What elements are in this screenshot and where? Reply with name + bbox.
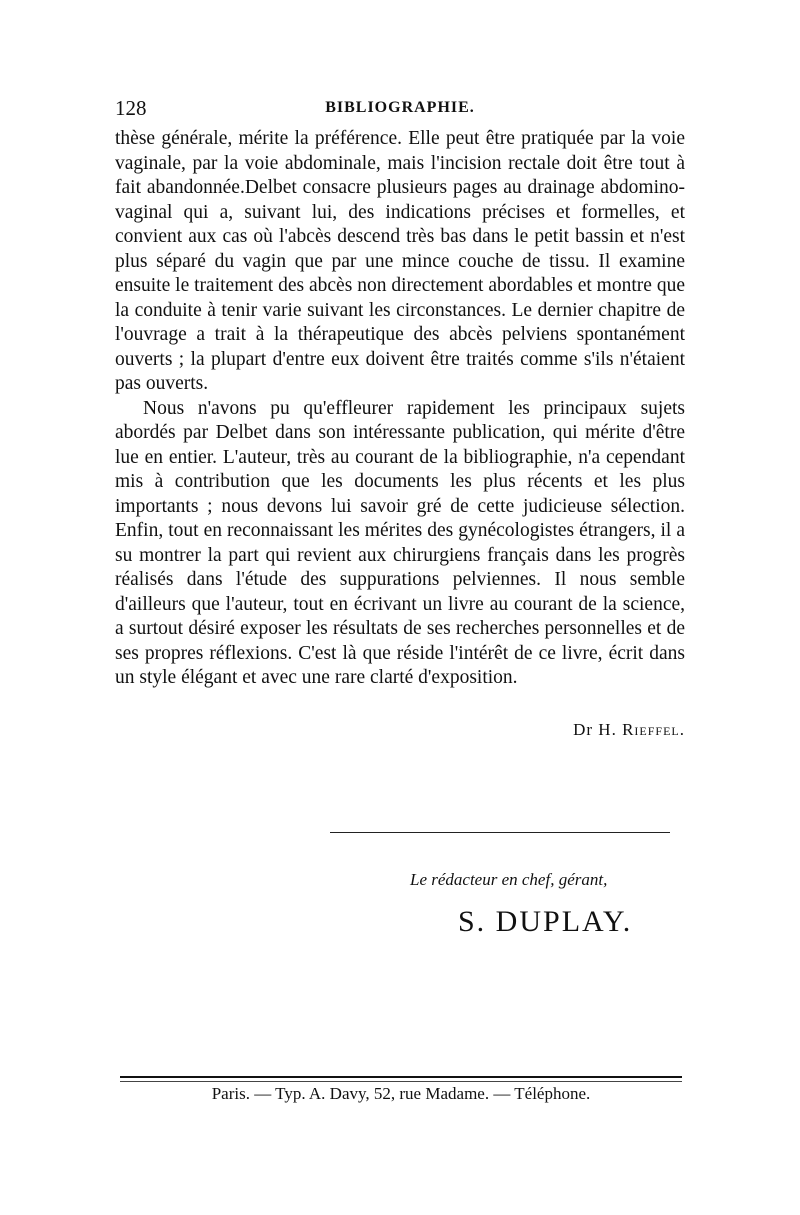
footer-rule-thin <box>120 1081 682 1082</box>
page-header <box>115 96 685 120</box>
separator-rule <box>330 832 670 833</box>
editor-name: S. DUPLAY. <box>458 905 633 938</box>
body-text <box>115 127 685 691</box>
footer-rule <box>120 1076 682 1078</box>
signature-title: Dr <box>573 720 594 739</box>
printer-imprint: Paris. — Typ. A. Davy, 52, rue Madame. — Téléphone. <box>211 1084 591 1103</box>
paragraph: Nous n'avons pu qu'effleurer rapidement les principaux sujets abordés par Delbet dans son intéressante publication, qui mérite d'être lue en entier. L'auteur, très au courant de la bibliographie, n'a cependant mis à contribution que les documents les plus récents et les plus importants ; nous devons lui savoir gré de cette judicieuse sélection. Enfin, tout en reconnaissant les mérites des gynécologistes étrangers, il a su montrer la part qui revient aux chirurgiens français dans les progrès réalisés dans l'étude des suppurations pelviennes. Il nous semble d'ailleurs que l'auteur, tout en écrivant un livre au courant de la science, a surtout désiré exposer les résultats de ses recherches personnelles et de ses propres réflexions. C'est là que réside l'intérêt de ce livre, écrit dans un style élégant et avec une rare clarté d'exposition. <box>115 397 685 688</box>
running-title: BIBLIOGRAPHIE. <box>325 99 475 116</box>
author-signature <box>573 720 685 740</box>
signature-name: H. Rieffel. <box>598 720 685 739</box>
paragraph: thèse générale, mérite la préférence. Elle peut être pratiquée par la voie vaginale, par la voie abdominale, mais l'incision rectale doit être tout à fait abandonnée.Delbet consacre plusieurs pages au drainage abdomino-vaginal qui a, suivant lui, des indications précises et formelles, et convient aux cas où l'abcès descend très bas dans le petit bassin et n'est plus séparé du vagin que par une mince couche de tissu. Il examine ensuite le traitement des abcès non directement abordables et montre que la conduite à tenir varie suivant les circonstances. Le dernier chapitre de l'ouvrage a trait à la thérapeutique des abcès pelviens spontanément ouverts ; la plupart d'entre eux doivent être traités comme s'ils n'étaient pas ouverts. <box>115 128 685 394</box>
page-number: 128 <box>115 96 147 120</box>
editor-role: Le rédacteur en chef, gérant, <box>410 870 608 889</box>
